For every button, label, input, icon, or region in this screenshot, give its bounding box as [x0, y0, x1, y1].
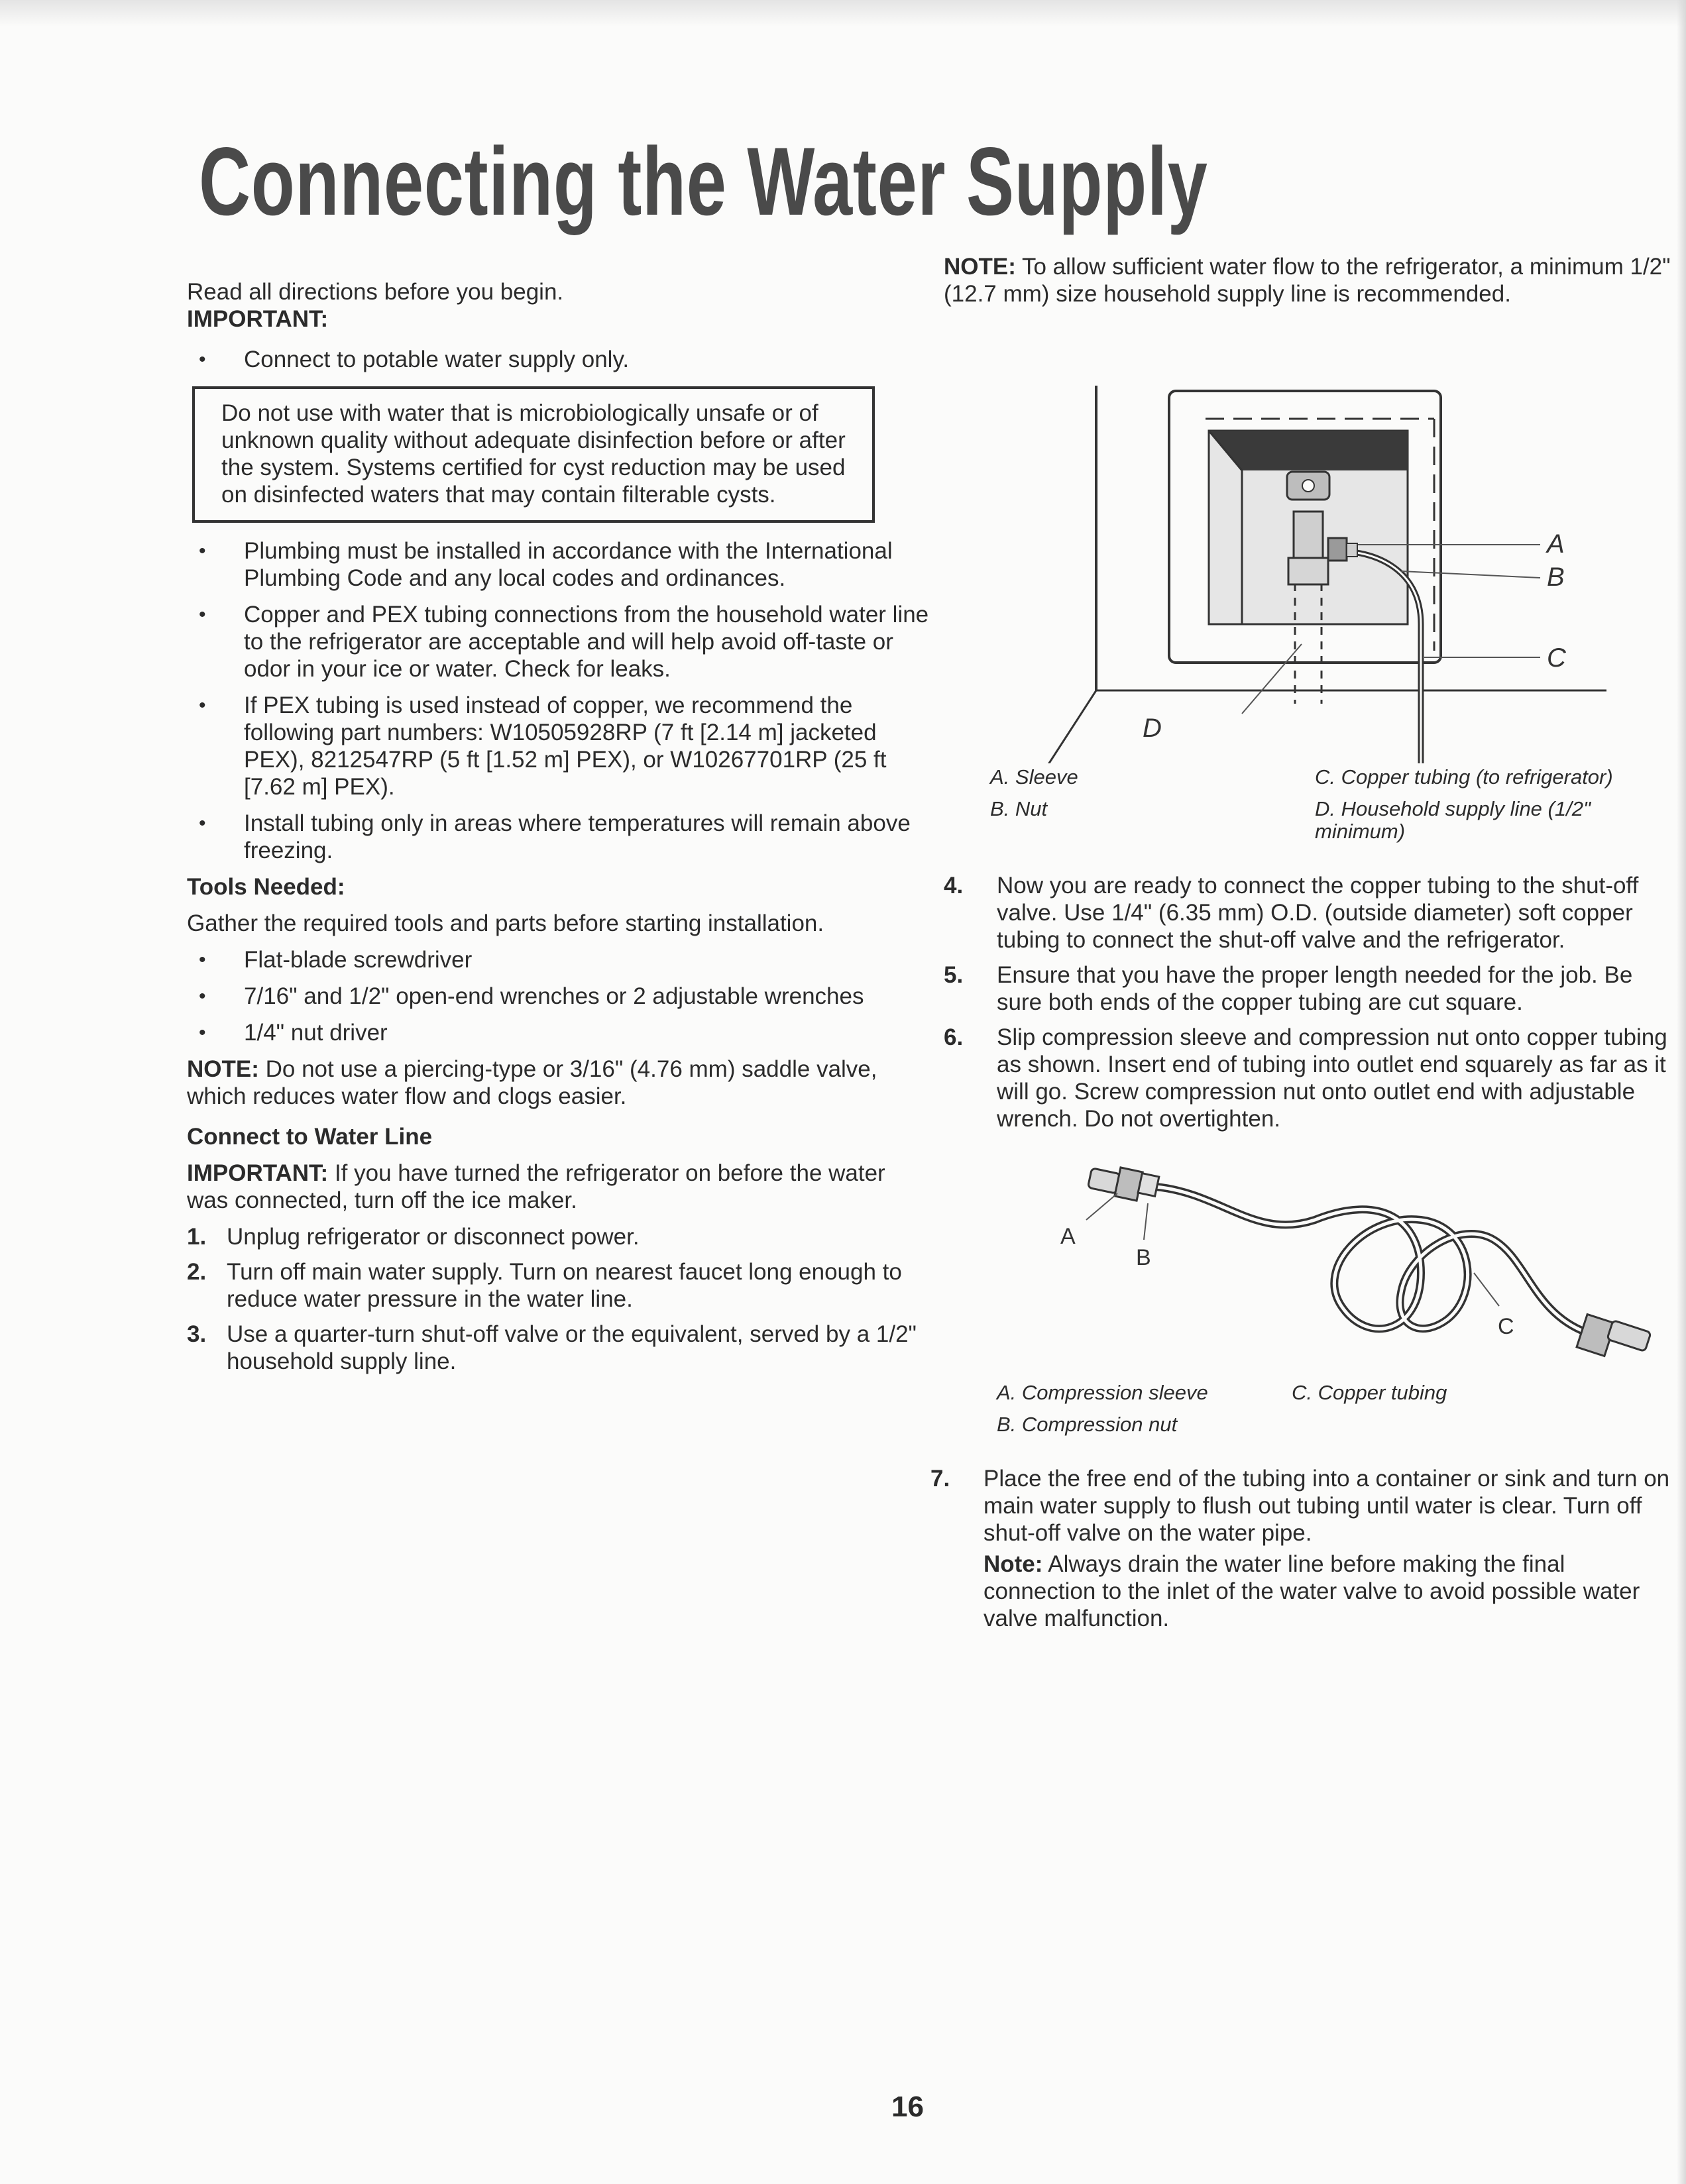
- steps-right: [944, 872, 1673, 1132]
- read-all-text: Read all directions before you begin.: [187, 279, 564, 305]
- step-text: Ensure that you have the proper length needed for the job. Be sure both ends of the copper tubing are cut square.: [997, 962, 1633, 1015]
- caption-compression-nut: B. Compression nut: [997, 1413, 1178, 1436]
- leader-line-d: [1242, 644, 1302, 714]
- step-text: Place the free end of the tubing into a container or sink and turn on main water supply to flush out tubing until water is clear. Turn off shut-off valve on the water pipe.: [984, 1466, 1670, 1546]
- step-6: [944, 1024, 1673, 1132]
- caption-nut: B. Nut: [990, 797, 1048, 820]
- step-3: [187, 1321, 929, 1375]
- caption-household-supply: D. Household supply line (1/2" minimum): [1315, 797, 1591, 843]
- plumbing-list: [187, 537, 929, 864]
- label-d: D: [1143, 714, 1162, 743]
- leader-line-c: [1474, 1273, 1499, 1306]
- compression-nut: [1328, 538, 1347, 561]
- important-text: If you have turned the refrigerator on before the water was connected, turn off the ice maker.: [187, 1160, 885, 1213]
- tools-heading: Tools Needed:: [187, 874, 345, 900]
- connect-heading: Connect to Water Line: [187, 1124, 433, 1150]
- step-number: 4.: [944, 873, 964, 899]
- step-2: [187, 1258, 929, 1313]
- step-text: Unplug refrigerator or disconnect power.: [227, 1224, 640, 1250]
- left-compression-sleeve: [1138, 1174, 1159, 1197]
- left-column: [187, 278, 929, 1383]
- valve-stem: [1294, 512, 1323, 558]
- label-b: B: [1136, 1245, 1151, 1270]
- step-number: 6.: [944, 1024, 964, 1050]
- shutoff-valve-diagram: [944, 313, 1673, 763]
- step-1: [187, 1223, 929, 1250]
- list-item: • 1/4" nut driver: [187, 1019, 929, 1046]
- label-a: A: [1547, 529, 1565, 559]
- right-fitting-tip: [1607, 1320, 1651, 1351]
- list-item: • Connect to potable water supply only.: [187, 346, 929, 373]
- step-number: 7.: [930, 1466, 950, 1492]
- step-4: [944, 872, 1673, 954]
- note-label: Note:: [984, 1551, 1043, 1577]
- step-5: [944, 961, 1673, 1016]
- step-number: 5.: [944, 962, 964, 988]
- recess-shadow: [1209, 431, 1408, 470]
- list-item: • Flat-blade screwdriver: [187, 946, 929, 973]
- note-label: NOTE:: [944, 254, 1016, 280]
- note-text: Always drain the water line before making the final connection to the inlet of the water valve to avoid possible water valve malfunction.: [984, 1551, 1640, 1631]
- important-label: IMPORTANT:: [187, 1160, 329, 1186]
- note-label: NOTE:: [187, 1056, 259, 1082]
- leader-line-a: [1086, 1193, 1117, 1220]
- scan-shadow: [0, 0, 1686, 27]
- saddle-valve-note: [187, 1056, 929, 1110]
- label-c: C: [1547, 643, 1566, 673]
- step-number: 1.: [187, 1224, 207, 1250]
- figure2-captions: [950, 1382, 1673, 1445]
- list-item: • Copper and PEX tubing connections from the household water line to the refrigerator are acceptable and will help avoid off-taste or odor in your ice or water. Check for leaks.: [187, 601, 929, 682]
- warning-box: [192, 386, 875, 523]
- page-title: Connecting the Water Supply: [199, 127, 1208, 235]
- caption-compression-sleeve: A. Compression sleeve: [997, 1381, 1208, 1404]
- step-text: Turn off main water supply. Turn on nearest faucet long enough to reduce water pressure in the water line.: [227, 1259, 902, 1312]
- valve-handle-hole: [1302, 480, 1314, 492]
- important-label: IMPORTANT:: [187, 306, 329, 332]
- label-b: B: [1547, 563, 1565, 592]
- drain-note: [984, 1551, 1673, 1632]
- scan-edge: [1677, 0, 1686, 2184]
- valve-base: [1288, 558, 1328, 584]
- label-a: A: [1060, 1224, 1076, 1249]
- floor-edge: [1023, 690, 1096, 763]
- step-7: [930, 1465, 1673, 1632]
- figure1-captions: [944, 766, 1673, 852]
- tools-list: [187, 946, 929, 1046]
- step-number: 2.: [187, 1259, 207, 1285]
- tools-intro: Gather the required tools and parts before starting installation.: [187, 910, 824, 936]
- note-text: Do not use a piercing-type or 3/16" (4.76 mm) saddle valve, which reduces water flow and clogs easier.: [187, 1056, 877, 1109]
- list-item: • If PEX tubing is used instead of copper, we recommend the following part numbers: W10505928RP (7 ft [2.14 m] jacketed PEX), 8212547RP (5 ft [1.52 m] PEX), or W10267701RP (25 ft [7.62 m] PEX).: [187, 692, 929, 800]
- steps-right-final: [930, 1465, 1673, 1632]
- supply-line-note: [944, 253, 1673, 307]
- leader-line-b: [1144, 1203, 1148, 1240]
- page-number: 16: [891, 2091, 924, 2123]
- right-column: [930, 253, 1673, 1640]
- compression-sleeve: [1347, 543, 1357, 557]
- list-item: • Plumbing must be installed in accordance with the International Plumbing Code and any local codes and ordinances.: [187, 537, 929, 592]
- step-text: Use a quarter-turn shut-off valve or the equivalent, served by a 1/2" household supply line.: [227, 1321, 917, 1374]
- caption-copper-tubing: C. Copper tubing (to refrigerator): [1315, 765, 1613, 789]
- list-item: • Install tubing only in areas where temperatures will remain above freezing.: [187, 810, 929, 864]
- step-text: Slip compression sleeve and compression nut onto copper tubing as shown. Insert end of tubing into outlet end squarely as far as it will go. Screw compression nut onto outlet end with adjustable wrench. Do not overtighten.: [997, 1024, 1667, 1132]
- tubing-coil-diagram: [944, 1140, 1673, 1379]
- note-text: To allow sufficient water flow to the refrigerator, a minimum 1/2" (12.7 mm) size household supply line is recommended.: [944, 254, 1671, 307]
- step-number: 3.: [187, 1321, 207, 1347]
- caption-sleeve: A. Sleeve: [990, 765, 1078, 789]
- label-c: C: [1498, 1314, 1514, 1339]
- potable-list: [187, 346, 929, 373]
- leader-line-b: [1401, 571, 1540, 578]
- list-item: • 7/16" and 1/2" open-end wrenches or 2 adjustable wrenches: [187, 983, 929, 1010]
- connect-important: [187, 1160, 929, 1214]
- step-text: Now you are ready to connect the copper tubing to the shut-off valve. Use 1/4" (6.35 mm) O.D. (outside diameter) soft copper tubing to connect the shut-off valve and the refrigerator.: [997, 873, 1639, 953]
- steps-left: [187, 1223, 929, 1375]
- warning-text: Do not use with water that is microbiologically unsafe or of unknown quality without adequate disinfection before or after the system. Systems certified for cyst reduction may be used on disinfected waters that may contain filterable cysts.: [221, 400, 846, 508]
- caption-copper-tubing: C. Copper tubing: [1292, 1381, 1447, 1404]
- left-compression-nut: [1115, 1168, 1143, 1201]
